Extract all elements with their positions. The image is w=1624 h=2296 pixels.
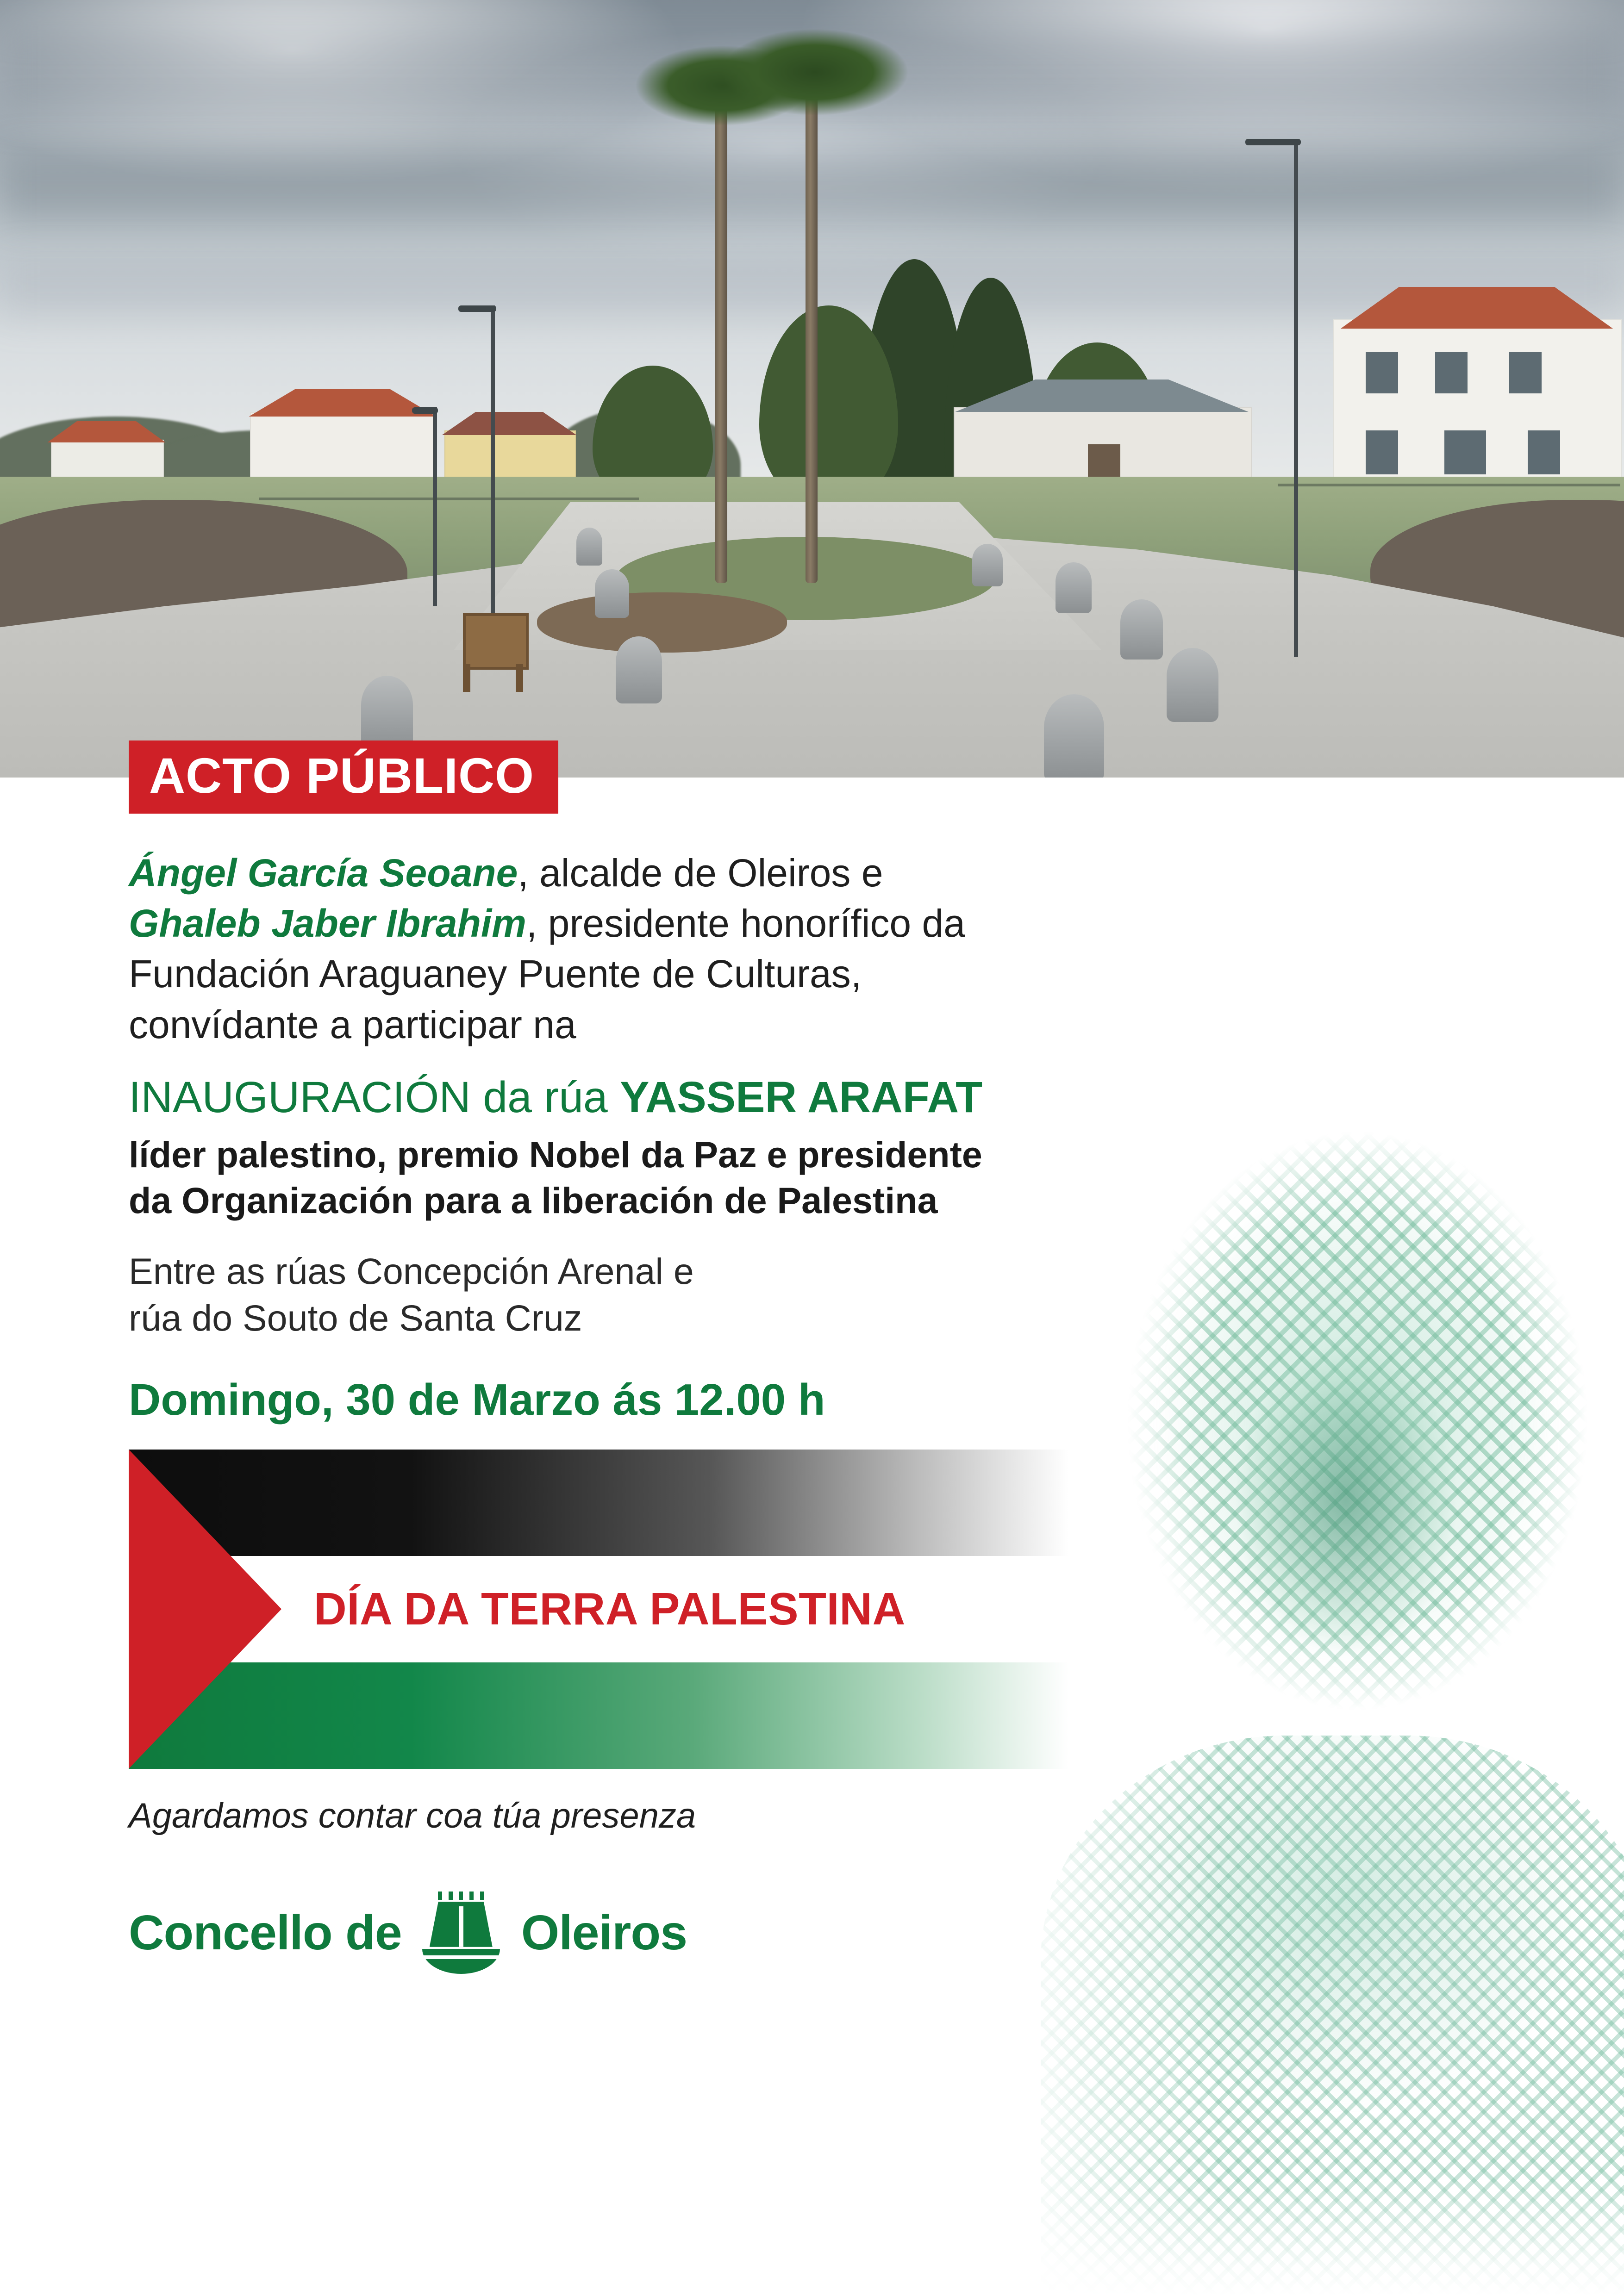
poster-content xyxy=(0,740,1624,1975)
bollard xyxy=(576,528,602,566)
headline-lead: INAUGURACIÓN da rúa xyxy=(129,1072,620,1122)
wooden-sign-legs xyxy=(463,664,523,692)
logo-text-left: Concello de xyxy=(129,1905,402,1960)
closing-line: Agardamos contar coa túa presenza xyxy=(129,1796,696,1836)
oleiros-logo xyxy=(129,1892,1624,1975)
acto-publico-badge: ACTO PÚBLICO xyxy=(129,740,558,814)
headline xyxy=(0,1071,1624,1123)
intro-line-4: convídante a participar na xyxy=(129,1002,576,1046)
subtitle-line-2: da Organización para a liberación de Palestina xyxy=(129,1180,938,1221)
location-line-2: rúa do Souto de Santa Cruz xyxy=(129,1297,582,1339)
wooden-sign xyxy=(463,613,529,670)
street-lamp-head xyxy=(412,407,438,414)
window xyxy=(1435,352,1468,393)
logo-text-right: Oleiros xyxy=(521,1905,687,1960)
street-name: YASSER ARAFAT xyxy=(620,1072,983,1122)
window xyxy=(1366,352,1398,393)
header-photo xyxy=(0,0,1624,778)
street-lamp-pole xyxy=(1294,139,1298,657)
oleiros-crest-icon xyxy=(418,1892,506,1975)
flag-banner-text: DÍA DA TERRA PALESTINA xyxy=(314,1583,906,1635)
window xyxy=(1509,352,1542,393)
datetime: Domingo, 30 de Marzo ás 12.00 h xyxy=(129,1375,825,1425)
portrait-bottom-fade xyxy=(1013,2176,1624,2296)
fence xyxy=(259,498,639,500)
intro-line-1 xyxy=(129,848,1624,898)
subtitle-line-1: líder palestino, premio Nobel da Paz e presidente xyxy=(129,1133,982,1175)
location xyxy=(0,1248,1624,1341)
fence xyxy=(1278,484,1620,486)
palm-trunk xyxy=(715,79,727,583)
intro-line-3: Fundación Araguaney Puente de Culturas, xyxy=(129,952,862,996)
intro-line-2 xyxy=(129,898,1624,949)
street-lamp-head xyxy=(458,305,496,312)
street-lamp-head xyxy=(1245,139,1301,145)
flag-stripe-green xyxy=(129,1662,1068,1769)
mayor-role: , alcalde de Oleiros e xyxy=(518,851,883,895)
subtitle xyxy=(0,1132,1624,1224)
street-lamp-pole xyxy=(433,407,437,606)
intro-paragraph xyxy=(0,848,1624,1050)
bollard xyxy=(595,569,629,618)
mayor-name: Ángel García Seoane xyxy=(129,851,518,895)
guest-name: Ghaleb Jaber Ibrahim xyxy=(129,902,526,946)
bollard xyxy=(1167,648,1218,722)
window xyxy=(1528,430,1560,474)
crest-base xyxy=(422,1949,500,1974)
palestine-flag-banner xyxy=(129,1450,1068,1769)
street-lamp-pole xyxy=(491,305,495,648)
crest-rays xyxy=(438,1892,484,1900)
location-line-1: Entre as rúas Concepción Arenal e xyxy=(129,1250,694,1292)
window xyxy=(1366,430,1398,474)
flag-stripe-black xyxy=(129,1450,1068,1556)
window xyxy=(1444,430,1486,474)
bollard xyxy=(972,544,1003,586)
flower-bed xyxy=(537,592,787,653)
bollard xyxy=(616,636,662,703)
guest-role: , presidente honorífico da xyxy=(526,902,965,946)
crest-tower xyxy=(430,1902,493,1947)
bollard xyxy=(1056,562,1092,613)
bollard xyxy=(1120,599,1163,660)
